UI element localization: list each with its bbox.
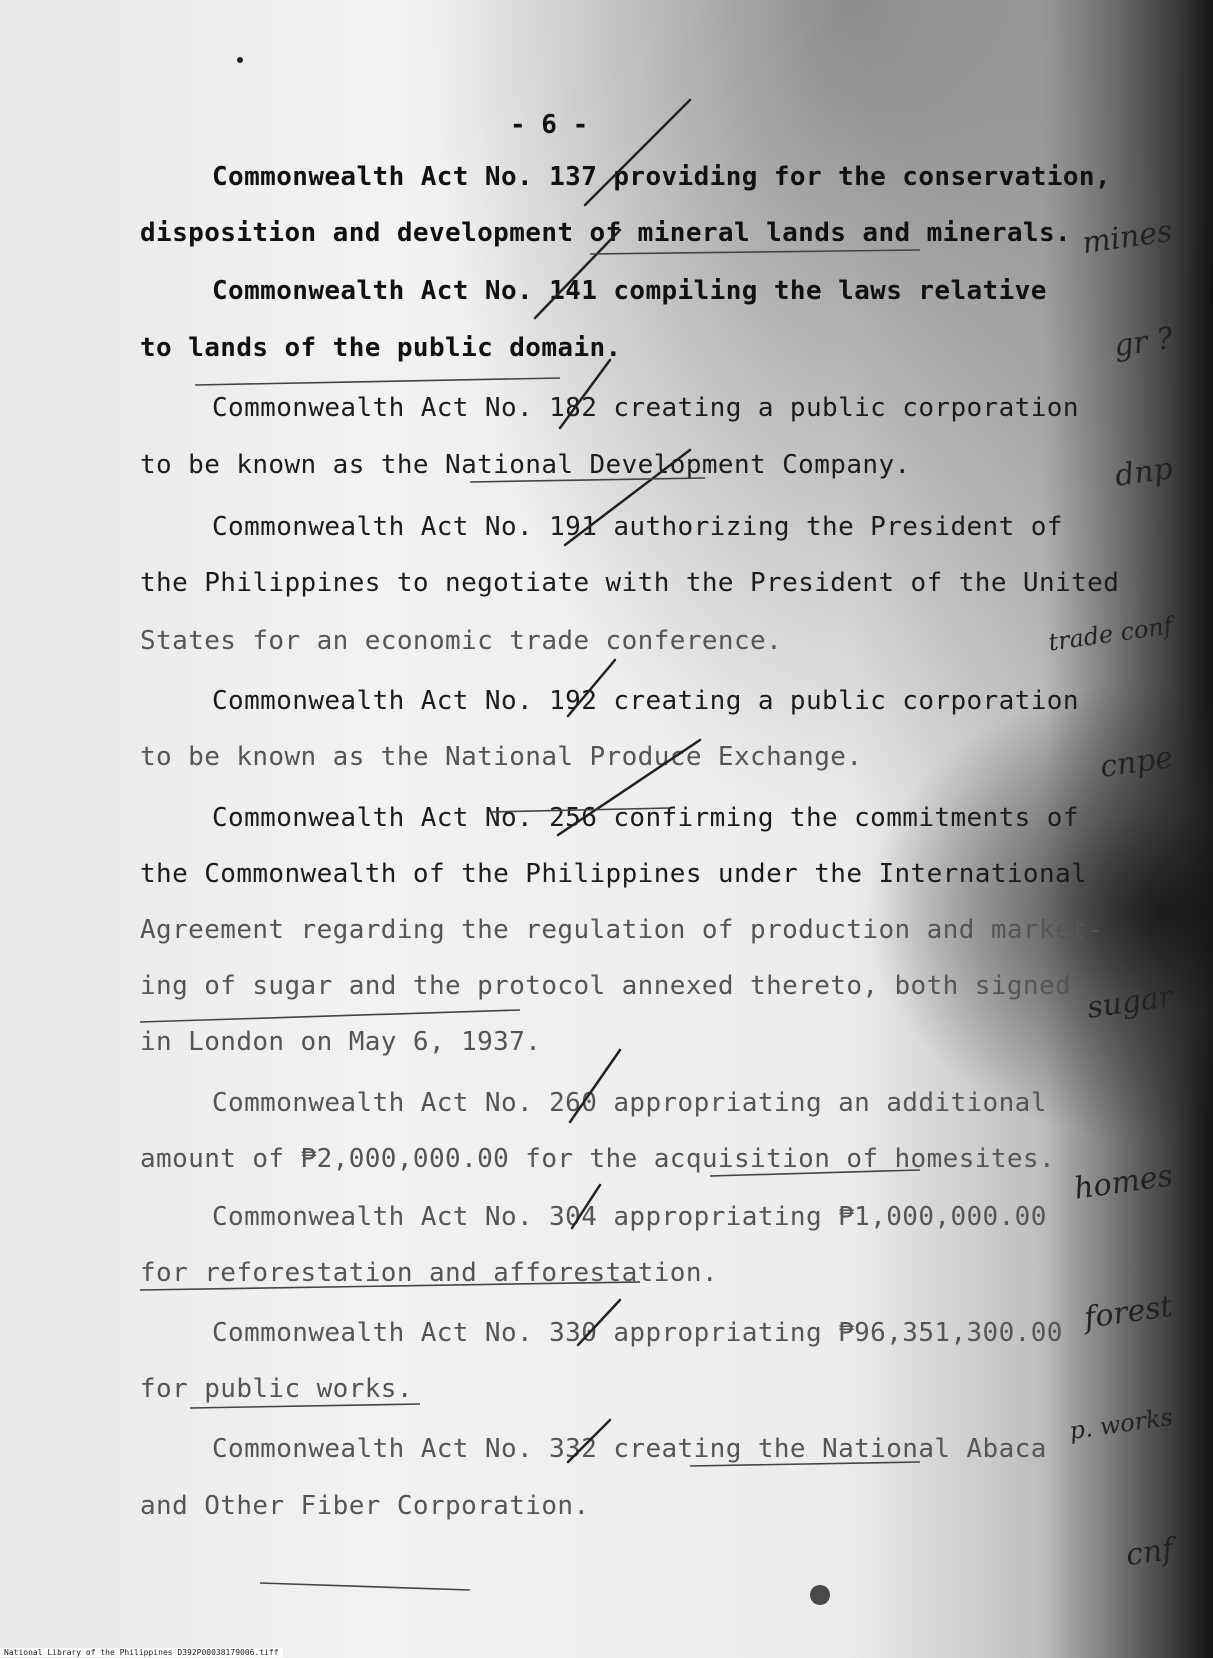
paragraph-4-line-3: States for an economic trade conference. xyxy=(140,626,783,656)
check-mark xyxy=(565,450,690,545)
underline xyxy=(490,808,670,812)
underline xyxy=(260,1583,470,1590)
paragraph-7-line-1: Commonwealth Act No. 260 appropriating an additional xyxy=(212,1088,1047,1118)
check-mark xyxy=(558,740,700,835)
paragraph-1-line-1: Commonwealth Act No. 137 providing for the conservation, xyxy=(212,162,1111,192)
check-mark xyxy=(572,1185,600,1228)
paragraph-4-line-2: the Philippines to negotiate with the President of the United xyxy=(140,568,1120,598)
margin-note-1: mines xyxy=(1080,213,1175,262)
check-mark xyxy=(570,1050,620,1122)
paragraph-8-line-1: Commonwealth Act No. 304 appropriating ₱1,000,000.00 xyxy=(212,1202,1047,1232)
check-mark xyxy=(535,230,620,318)
paragraph-6-line-4: ing of sugar and the protocol annexed thereto, both signed xyxy=(140,971,1072,1001)
check-mark xyxy=(568,660,615,716)
paragraph-10-line-1: Commonwealth Act No. 332 creating the National Abaca xyxy=(212,1434,1047,1464)
paragraph-2-line-2: to lands of the public domain. xyxy=(140,333,622,363)
check-mark xyxy=(568,1420,610,1462)
margin-note-8: forest xyxy=(1082,1288,1176,1337)
margin-note-10: cnf xyxy=(1123,1531,1176,1574)
paragraph-6-line-1: Commonwealth Act No. 256 confirming the commitments of xyxy=(212,803,1079,833)
margin-note-7: homes xyxy=(1072,1158,1175,1207)
check-mark xyxy=(578,1300,620,1345)
paragraph-3-line-1: Commonwealth Act No. 182 creating a public corporation xyxy=(212,393,1079,423)
paragraph-1-line-2: disposition and development of mineral lands and minerals. xyxy=(140,218,1072,248)
underline xyxy=(195,378,560,385)
margin-note-4: trade conf xyxy=(1046,611,1175,657)
paragraph-4-line-1: Commonwealth Act No. 191 authorizing the President of xyxy=(212,512,1063,542)
paragraph-6-line-3: Agreement regarding the regulation of production and market- xyxy=(140,915,1104,945)
underline xyxy=(140,1282,640,1290)
paragraph-7-line-2: amount of ₱2,000,000.00 for the acquisition of homesites. xyxy=(140,1144,1056,1174)
paragraph-9-line-1: Commonwealth Act No. 330 appropriating ₱96,351,300.00 xyxy=(212,1318,1063,1348)
check-mark xyxy=(585,100,690,205)
margin-note-2: gr ? xyxy=(1111,321,1176,364)
paragraph-9-line-2: for public works. xyxy=(140,1374,413,1404)
underline xyxy=(470,478,705,482)
paragraph-5-line-1: Commonwealth Act No. 192 creating a public corporation xyxy=(212,686,1079,716)
paragraph-8-line-2: for reforestation and afforestation. xyxy=(140,1258,718,1288)
margin-note-9: p. works xyxy=(1067,1402,1175,1446)
underline xyxy=(690,1462,920,1466)
paragraph-6-line-5: in London on May 6, 1937. xyxy=(140,1027,542,1057)
paragraph-10-line-2: and Other Fiber Corporation. xyxy=(140,1491,590,1521)
footer-source-label: National Library of the Philippines D392P00038179006.tiff xyxy=(0,1648,283,1657)
margin-note-6: sugar xyxy=(1084,979,1176,1026)
paragraph-3-line-2: to be known as the National Development Company. xyxy=(140,450,911,480)
margin-note-3: dnp xyxy=(1113,451,1176,494)
page-number: - 6 - xyxy=(510,110,589,140)
paragraph-5-line-2: to be known as the National Produce Exchange. xyxy=(140,742,863,772)
check-mark xyxy=(560,360,610,428)
margin-note-5: cnpe xyxy=(1097,740,1176,785)
underline xyxy=(190,1404,420,1408)
underline xyxy=(710,1170,920,1176)
underline xyxy=(590,250,920,254)
paragraph-6-line-2: the Commonwealth of the Philippines under the International xyxy=(140,859,1088,889)
paragraph-2-line-1: Commonwealth Act No. 141 compiling the laws relative xyxy=(212,276,1047,306)
underline xyxy=(140,1010,520,1022)
